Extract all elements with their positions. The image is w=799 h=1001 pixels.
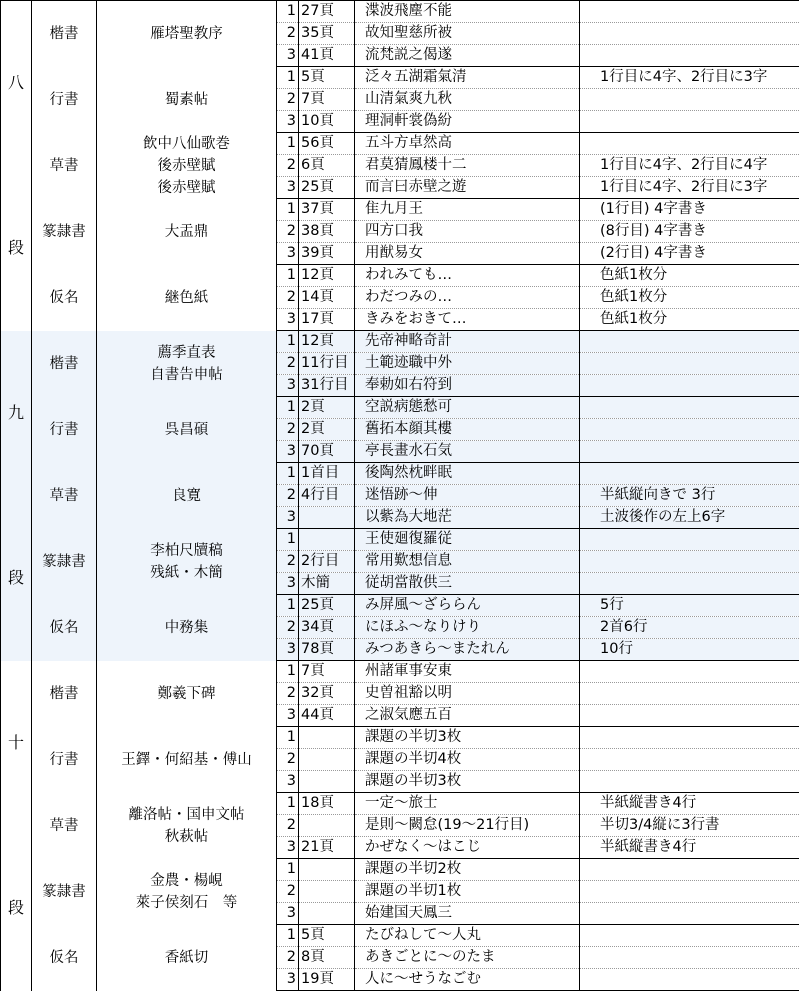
item-number: 2 [277,683,299,705]
note-text [580,331,799,353]
table-row [1,331,799,353]
passage-text: 渫波飛塵不能 [355,1,580,23]
source-title: 後赤壁賦 [157,157,216,174]
table-row [1,793,799,815]
passage-text: 是則～闕怠(19～21行目) [355,815,580,837]
passage-text: 課題の半切2枚 [355,859,580,881]
note-text [580,375,799,397]
table-row [1,265,799,287]
page-ref [299,771,355,793]
page-ref: 19頁 [299,969,355,991]
note-text [580,881,799,903]
source-title: 大盂鼎 [164,223,209,240]
item-number: 1 [277,529,299,551]
dan-label [1,331,32,661]
category-cell: 草書 [32,133,97,199]
note-text: 土波後作の左上6字 [580,507,799,529]
page-ref: 56頁 [299,133,355,155]
page-ref: 1首目 [299,463,355,485]
passage-text: たびねして～人丸 [355,925,580,947]
note-text [580,705,799,727]
item-number: 1 [277,727,299,749]
table-row [1,463,799,485]
note-text: 5行 [580,595,799,617]
note-text [580,727,799,749]
source-title: 李柏尺牘稿 [150,542,223,559]
note-text [580,419,799,441]
page-ref: 18頁 [299,793,355,815]
source-cell [97,265,277,331]
category-cell: 仮名 [32,265,97,331]
source-cell [97,1,277,67]
item-number: 3 [277,837,299,859]
page-ref: 14頁 [299,287,355,309]
note-text [580,573,799,595]
category-cell: 楷書 [32,1,97,67]
source-cell [97,463,277,529]
source-cell [97,793,277,859]
note-text [580,89,799,111]
item-number: 2 [277,419,299,441]
dan-number: 八 [7,73,24,93]
source-cell [97,397,277,463]
source-title: 鄭羲下碑 [157,685,216,702]
passage-text: 理洞軒裳偽紛 [355,111,580,133]
page-ref: 44頁 [299,705,355,727]
page-ref: 41頁 [299,45,355,67]
page-ref: 2頁 [299,419,355,441]
page-ref: 10頁 [299,111,355,133]
page-ref: 5頁 [299,67,355,89]
note-text: 半紙縦向きで 3行 [580,485,799,507]
category-cell: 仮名 [32,595,97,661]
source-title: 薦季直表 [157,344,216,361]
table-row [1,859,799,881]
source-title: 雁塔聖教序 [150,25,223,42]
item-number: 2 [277,749,299,771]
source-title: 離洛帖・国申文帖 [128,806,245,823]
item-number: 2 [277,485,299,507]
page-ref: 12頁 [299,265,355,287]
table-row [1,529,799,551]
item-number: 1 [277,925,299,947]
source-title: 飲中八仙歌巻 [143,135,230,152]
passage-text: わだつみの… [355,287,580,309]
note-text: 色紙1枚分 [580,287,799,309]
page-ref: 7頁 [299,661,355,683]
source-title: 金農・楊峴 [150,872,223,889]
passage-text: 亭長畫水石気 [355,441,580,463]
note-text: 色紙1枚分 [580,265,799,287]
page-ref: 70頁 [299,441,355,463]
table-row [1,397,799,419]
note-text [580,925,799,947]
page-ref: 木簡 [299,573,355,595]
item-number: 3 [277,177,299,199]
passage-text: 先帝神略奇計 [355,331,580,353]
item-number: 1 [277,793,299,815]
item-number: 3 [277,705,299,727]
passage-text: 舊拓本顔其樓 [355,419,580,441]
note-text [580,1,799,23]
source-cell [97,199,277,265]
passage-text: み屏風～ざららん [355,595,580,617]
category-cell: 草書 [32,463,97,529]
source-title: 継色紙 [164,289,209,306]
page-ref: 7頁 [299,89,355,111]
passage-text: 課題の半切3枚 [355,771,580,793]
exam-table-body [1,1,799,991]
page-ref [299,529,355,551]
item-number: 1 [277,331,299,353]
source-cell [97,859,277,925]
page-ref: 32頁 [299,683,355,705]
passage-text: 君莫猜鳳楼十二 [355,155,580,177]
passage-text: 之淑気應五百 [355,705,580,727]
note-text [580,661,799,683]
source-title: 王鐸・何紹基・傅山 [121,751,252,768]
page-ref [299,749,355,771]
dan-label [1,1,32,331]
page-ref [299,727,355,749]
table-row [1,727,799,749]
source-title: 香紙切 [164,949,209,966]
item-number: 2 [277,881,299,903]
page-ref: 35頁 [299,23,355,45]
item-number: 3 [277,375,299,397]
item-number: 3 [277,573,299,595]
item-number: 3 [277,441,299,463]
passage-text: 奉勅如右符到 [355,375,580,397]
item-number: 1 [277,463,299,485]
item-number: 2 [277,353,299,375]
note-text: 1行目に4字、2行目に3字 [580,67,799,89]
category-cell: 仮名 [32,925,97,991]
item-number: 3 [277,639,299,661]
item-number: 1 [277,661,299,683]
page-ref: 8頁 [299,947,355,969]
passage-text: 常用歎想信息 [355,551,580,573]
note-text: (2行目) 4字書き [580,243,799,265]
category-cell: 篆隷書 [32,529,97,595]
note-text: 半紙縦書き4行 [580,793,799,815]
item-number: 1 [277,67,299,89]
passage-text: 以紫為大地茫 [355,507,580,529]
dan-label [1,661,32,991]
passage-text: 隹九月王 [355,199,580,221]
category-cell: 行書 [32,397,97,463]
source-title: 蜀素帖 [164,91,209,108]
note-text [580,463,799,485]
passage-text: きみをおきて… [355,309,580,331]
source-cell [97,133,277,199]
note-text [580,947,799,969]
note-text: (1行目) 4字書き [580,199,799,221]
passage-text: 課題の半切3枚 [355,727,580,749]
passage-text: あきごとに～のたま [355,947,580,969]
item-number: 2 [277,287,299,309]
passage-text: 後陶然枕畔眠 [355,463,580,485]
source-title: 呉昌碩 [164,421,209,438]
passage-text: みつあきら～またれん [355,639,580,661]
page-ref: 21頁 [299,837,355,859]
passage-text: 従胡當散供三 [355,573,580,595]
item-number: 2 [277,947,299,969]
page-ref: 4行目 [299,485,355,507]
passage-text: 土範迹職中外 [355,353,580,375]
page-ref [299,881,355,903]
table-row [1,133,799,155]
item-number: 3 [277,45,299,67]
source-cell [97,529,277,595]
page-ref: 11行目 [299,353,355,375]
note-text [580,551,799,573]
note-text: 2首6行 [580,617,799,639]
note-text [580,441,799,463]
passage-text: 一定～旅士 [355,793,580,815]
page-ref: 2行目 [299,551,355,573]
category-cell: 草書 [32,793,97,859]
note-text: 色紙1枚分 [580,309,799,331]
passage-text: にほふ～なりけり [355,617,580,639]
note-text: 10行 [580,639,799,661]
item-number: 2 [277,551,299,573]
source-title: 萊子侯刻石 等 [135,894,238,911]
note-text: 半紙縦書き4行 [580,837,799,859]
note-text [580,111,799,133]
page-ref [299,903,355,925]
note-text [580,903,799,925]
note-text [580,683,799,705]
table-row [1,67,799,89]
passage-text: 用猷易女 [355,243,580,265]
passage-text: 山清氣爽九秋 [355,89,580,111]
passage-text: 流梵説之偈遂 [355,45,580,67]
item-number: 3 [277,507,299,529]
item-number: 2 [277,617,299,639]
note-text [580,45,799,67]
source-cell [97,661,277,727]
source-title: 中務集 [164,619,209,636]
dan-number: 九 [7,403,24,422]
page-ref: 25頁 [299,595,355,617]
note-text [580,133,799,155]
note-text [580,859,799,881]
passage-text: 王使廻復羅従 [355,529,580,551]
page-ref: 31行目 [299,375,355,397]
category-cell: 楷書 [32,331,97,397]
page-ref: 25頁 [299,177,355,199]
passage-text: 人に～せうなごむ [355,969,580,991]
item-number: 3 [277,309,299,331]
item-number: 3 [277,243,299,265]
passage-text: 課題の半切4枚 [355,749,580,771]
passage-text: 四方口我 [355,221,580,243]
page-ref: 37頁 [299,199,355,221]
note-text: (8行目) 4字書き [580,221,799,243]
item-number: 3 [277,771,299,793]
page-ref: 12頁 [299,331,355,353]
category-cell: 篆隷書 [32,859,97,925]
table-row [1,595,799,617]
note-text [580,969,799,991]
note-text: 1行目に4字、2行目に4字 [580,155,799,177]
note-text [580,771,799,793]
passage-text: 泛々五湖霜氣清 [355,67,580,89]
category-cell: 行書 [32,67,97,133]
page-ref: 39頁 [299,243,355,265]
page-ref: 27頁 [299,1,355,23]
page-ref: 2頁 [299,397,355,419]
source-title: 後赤壁賦 [157,179,216,196]
source-cell [97,595,277,661]
page-ref: 38頁 [299,221,355,243]
page-ref [299,507,355,529]
note-text [580,749,799,771]
item-number: 2 [277,23,299,45]
category-cell: 行書 [32,727,97,793]
passage-text: 迷悟跡～伸 [355,485,580,507]
page-ref [299,859,355,881]
item-number: 1 [277,859,299,881]
item-number: 2 [277,815,299,837]
passage-text: われみても… [355,265,580,287]
note-text: 半切3/4縦に3行書 [580,815,799,837]
source-cell [97,925,277,991]
note-text [580,529,799,551]
item-number: 1 [277,133,299,155]
dan-suffix: 段 [7,568,24,587]
item-number: 3 [277,111,299,133]
passage-text: 空説病態愁可 [355,397,580,419]
page-ref: 34頁 [299,617,355,639]
table-row [1,199,799,221]
item-number: 2 [277,155,299,177]
item-number: 1 [277,199,299,221]
passage-text: 州諸軍事安東 [355,661,580,683]
category-cell: 楷書 [32,661,97,727]
source-cell [97,331,277,397]
item-number: 3 [277,903,299,925]
passage-text: 課題の半切1枚 [355,881,580,903]
item-number: 3 [277,969,299,991]
item-number: 1 [277,1,299,23]
category-cell: 篆隷書 [32,199,97,265]
passage-text: 故知聖慈所被 [355,23,580,45]
item-number: 1 [277,265,299,287]
page-ref [299,815,355,837]
item-number: 1 [277,397,299,419]
passage-text: 而言曰赤壁之遊 [355,177,580,199]
item-number: 1 [277,595,299,617]
source-title: 秋萩帖 [164,828,209,845]
passage-text: 五斗方卓然高 [355,133,580,155]
source-title: 残紙・木簡 [150,564,223,581]
table-row [1,1,799,23]
source-cell [97,727,277,793]
dan-number: 十 [7,733,24,752]
note-text: 1行目に4字、2行目に3字 [580,177,799,199]
table-row [1,661,799,683]
page-ref: 78頁 [299,639,355,661]
note-text [580,397,799,419]
page-ref: 5頁 [299,925,355,947]
passage-text: 史曽祖豁以明 [355,683,580,705]
page-ref: 6頁 [299,155,355,177]
dan-suffix: 段 [7,238,24,258]
note-text [580,23,799,45]
note-text [580,353,799,375]
passage-text: 始建国天鳳三 [355,903,580,925]
passage-text: かぜなく～はこじ [355,837,580,859]
table-row [1,925,799,947]
dan-suffix: 段 [7,898,24,917]
source-cell [97,67,277,133]
item-number: 2 [277,89,299,111]
page-ref: 17頁 [299,309,355,331]
source-title: 良寛 [172,487,201,504]
source-title: 自書告申帖 [150,366,223,383]
item-number: 2 [277,221,299,243]
